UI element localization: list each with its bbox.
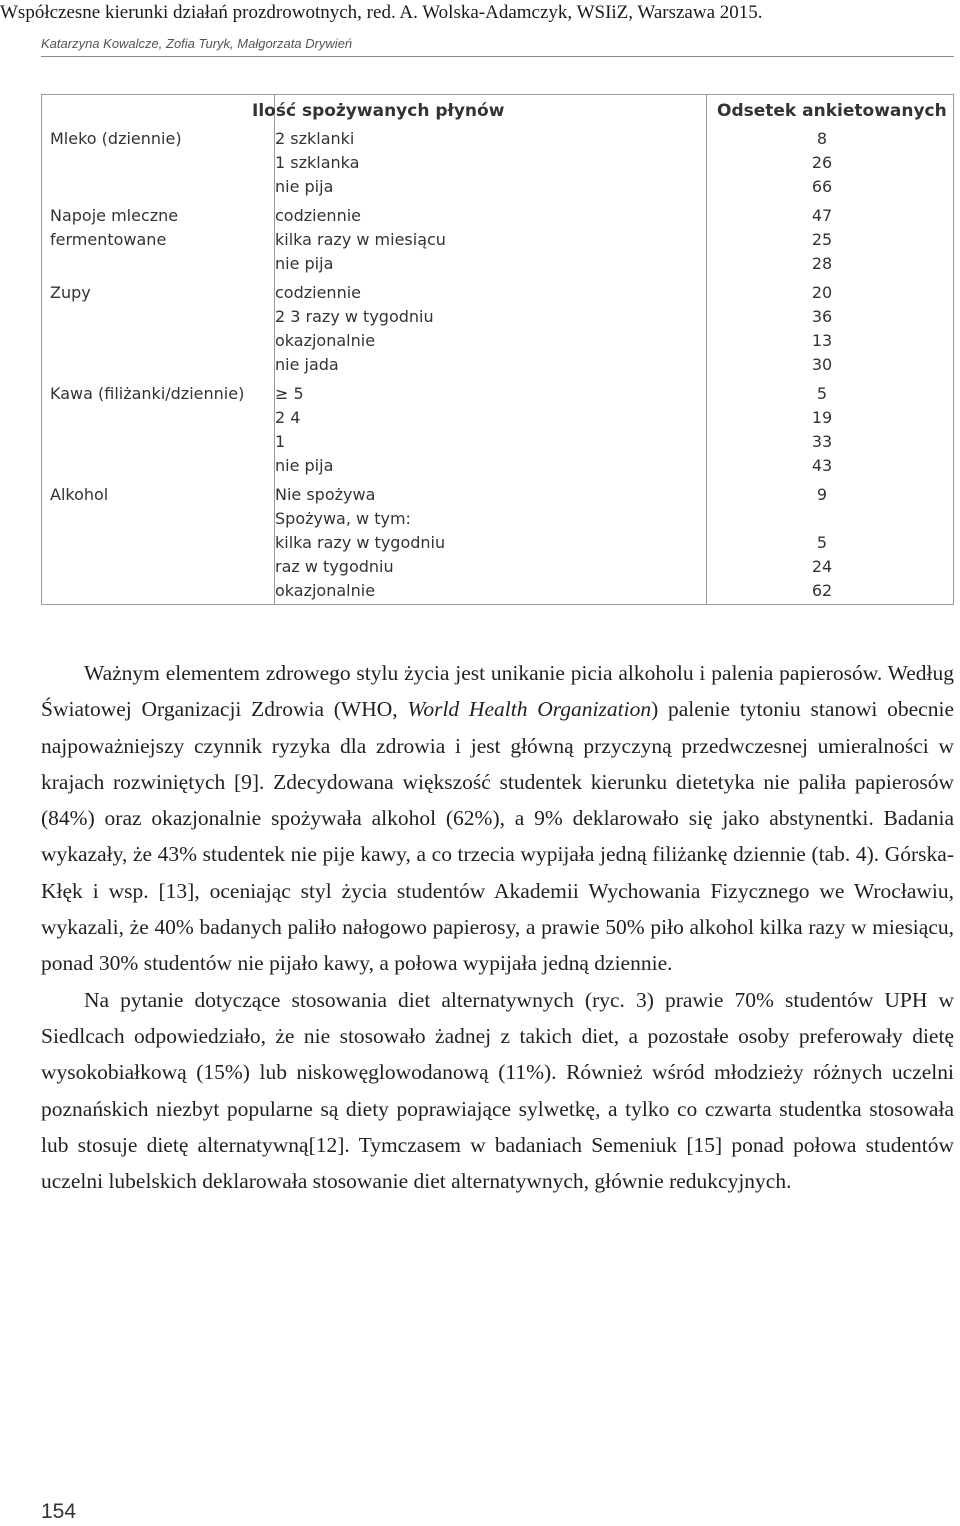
value-cell: raz w tygodniu [275,557,394,576]
percent-cell [802,507,842,531]
paragraph-2: Na pytanie dotyczące stosowania diet alternatywnych (ryc. 3) prawie 70% studentów UPH w Siedlcach odpowiedziało, że nie stosowało żadnej z takich diet, a pozostałe osoby preferowały dietę wysokobiałkową (15%) lub niskowęglowodanową (11%). Również wśród młodzieży różnych uczelni poznańskich niezbyt popularne są diety poprawiające sylwetkę, a tylko co czwarta studentka stosowała lub stosuje dietę alternatywną[12]. Tymczasem w badaniach Semeniuk [15] ponad połowa studentów uczelni lubelskich deklarowała stosowanie diet alternatywnych, głównie redukcyjnych. [41,987,954,1194]
value-cell: 2 szklanki [275,129,355,148]
percent-cell: 25 [811,230,833,249]
value-cell: Spożywa, w tym: [275,509,411,528]
percent-cell: 5 [816,384,828,403]
paragraph-1 [41,655,954,982]
row-values [275,382,333,478]
percent-cell: 5 [816,533,828,552]
percent-cell: 47 [811,206,833,225]
value-cell: okazjonalnie [275,331,376,350]
category-label: Alkohol [50,485,109,504]
row-percents [802,127,842,199]
authors-line: Katarzyna Kowalcze, Zofia Turyk, Małgorzata Drywień [41,36,353,51]
value-cell: 2 4 [275,408,301,427]
body-text [41,655,954,1199]
value-cell: 1 szklanka [275,153,360,172]
category-label: Zupy [50,283,91,302]
percent-cell: 24 [811,557,833,576]
value-cell: okazjonalnie [275,581,376,600]
category-label: Kawa (filiżanki/dziennie) [50,384,245,403]
paragraph-1-italic: World Health Organization [407,697,652,722]
percent-cell: 20 [811,283,833,302]
percent-cell: 30 [811,355,833,374]
percent-cell: 28 [811,254,833,273]
header-rule [41,56,954,57]
row-category [50,127,182,151]
row-values [275,483,445,603]
percent-cell: 9 [816,485,828,504]
paragraph-1-lead: Ważnym elementem zdrowego stylu życia jest unikanie picia alkoholu i palenia papierosów. Według Światowej Organizacji Zdrowia (WHO, [41,661,954,722]
value-cell: kilka razy w tygodniu [275,533,446,552]
row-percents [802,483,842,603]
percent-cell: 26 [811,153,833,172]
page-number: 154 [41,1500,77,1523]
row-category [50,483,108,507]
percent-cell: 43 [811,456,833,475]
row-percents [802,204,842,276]
row-category [50,281,91,305]
percent-cell: 62 [811,581,833,600]
column-header-percent: Odsetek ankietowanych [717,101,947,121]
value-cell: Nie spożywa [275,485,376,504]
percent-cell: 33 [811,432,833,451]
value-cell: nie pija [275,456,334,475]
row-percents [802,281,842,377]
percent-cell: 19 [811,408,833,427]
value-cell: codziennie [275,283,361,302]
row-values [275,127,359,199]
percent-cell: 13 [811,331,833,350]
table-column-divider [706,95,707,604]
value-cell: 2 3 razy w tygodniu [275,307,434,326]
category-label: fermentowane [50,230,167,249]
paragraph-1-rest: ) palenie tytoniu stanowi obecnie najpoważniejszy czynnik ryzyka dla zdrowia i jest główną przyczyną przedwczesnej umieralności w krajach rozwiniętych [9]. Zdecydowana większość studentek kierunku dietetyka nie paliła papierosów (84%) oraz okazjonalnie spożywała alkohol (62%), a 9% deklarowało się jako abstynentki. Badania wykazały, że 43% studentek nie pije kawy, a co trzecia wypijała jedną filiżankę dziennie (tab. 4). Górska-Kłęk i wsp. [13], oceniając styl życia studentów Akademii Wychowania Fizycznego we Wrocławiu, wykazali, że 40% badanych paliło nałogowo papierosy, a prawie 50% piło alkohol kilka razy w miesiącu, ponad 30% studentów nie pijało kawy, a połowa wypijała jedną dziennie. [41,697,954,976]
beverage-table [41,94,954,605]
column-header-quantity: Ilość spożywanych płynów [252,101,505,121]
row-values [275,281,434,377]
percent-cell: 36 [811,307,833,326]
value-cell: kilka razy w miesiącu [275,230,446,249]
value-cell: nie jada [275,355,339,374]
row-category [50,382,244,406]
category-label: Napoje mleczne [50,206,179,225]
running-title: Współczesne kierunki działań prozdrowotnych, red. A. Wolska-Adamczyk, WSIiZ, Warszawa 2015. [0,2,763,23]
percent-cell: 8 [816,129,828,148]
value-cell: nie pija [275,177,334,196]
value-cell: codziennie [275,206,361,225]
value-cell: ≥ 5 [275,384,304,403]
value-cell: 1 [275,432,286,451]
percent-cell: 66 [811,177,833,196]
category-label: Mleko (dziennie) [50,129,182,148]
row-category [50,204,178,252]
value-cell: nie pija [275,254,334,273]
row-percents [802,382,842,478]
row-values [275,204,446,276]
